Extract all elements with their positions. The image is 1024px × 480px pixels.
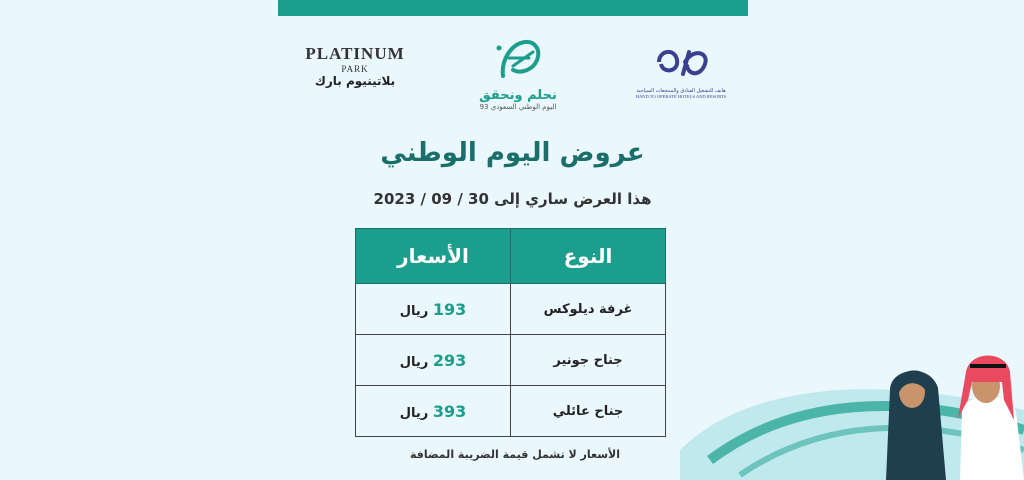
room-price-cell [356,386,511,437]
national-day-slogan: نحلم ونحقق [479,88,557,103]
platinum-park-logo [300,44,410,88]
woman-figure-icon [886,370,946,480]
top-accent-bar [278,0,748,16]
price-value: 393 [432,401,467,421]
hotels-logo [626,44,736,99]
table-header-row [356,229,666,284]
price-currency: ريال [399,405,429,421]
vat-note: الأسعار لا تشمل قيمة الضريبة المضافة [409,448,621,461]
platinum-logo-name: PLATINUM [305,44,405,63]
page-title: عروض اليوم الوطني [380,138,645,168]
table-row [356,335,666,386]
man-figure-icon [958,356,1024,480]
offer-validity: هذا العرض ساري إلى 30 / 09 / 2023 [373,190,652,208]
people-illustration [680,300,1024,480]
table-row [356,284,666,335]
price-currency: ريال [399,303,429,319]
table-row [356,386,666,437]
price-value: 193 [432,299,467,319]
room-price-cell [356,284,511,335]
platinum-logo-arabic: بلاتينيوم بارك [314,74,396,88]
hotels-logo-arabic: هانف للتشغيل الفنادق والمنتجعات السياحية [636,88,726,94]
room-type: غرفة ديلوكس [511,284,666,335]
room-type: جناح جونير [511,335,666,386]
national-day-caption: اليوم الوطني السعودي 93 [479,103,557,111]
room-type: جناح عائلي [511,386,666,437]
offers-table [355,228,666,437]
hotels-monogram-icon [649,44,713,82]
hotels-logo-english: HAND TO OPERATE HOTELS AND RESORTS [635,94,727,99]
price-value: 293 [432,350,467,370]
platinum-logo-park: PARK [341,64,369,74]
room-price-cell [356,335,511,386]
header-prices: الأسعار [356,229,511,284]
price-currency: ريال [399,354,429,370]
national-day-calligraphy-icon [483,36,553,84]
national-day-logo [468,36,568,111]
header-type: النوع [511,229,666,284]
